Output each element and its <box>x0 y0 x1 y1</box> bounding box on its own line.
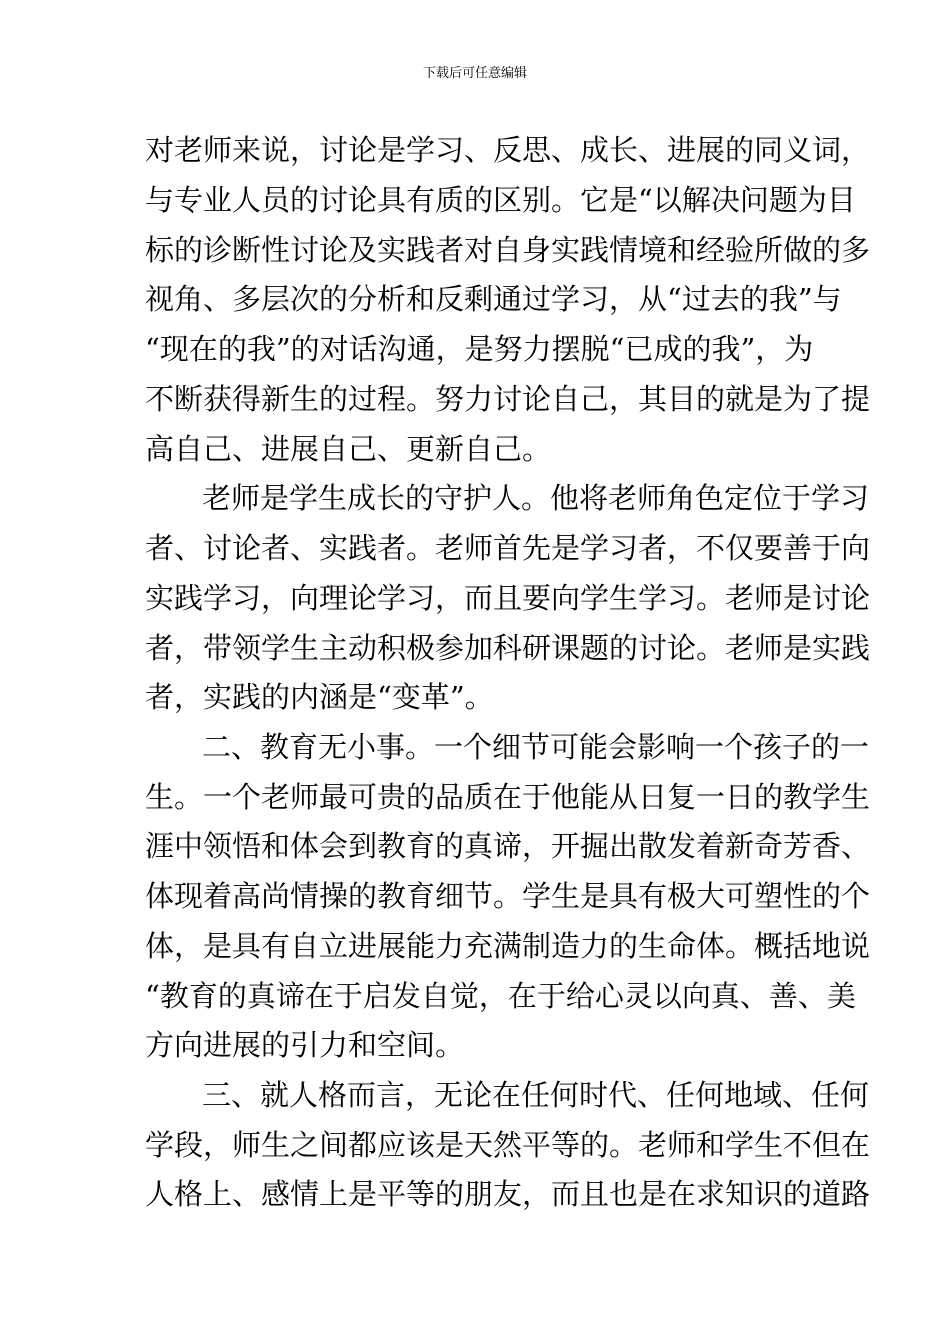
paragraph-3-line-1: 二、教育无小事。一个细节可能会影响一个孩子的一 <box>202 730 870 764</box>
paragraph-4-line-3: 人格上、感情上是平等的朋友，而且也是在求知识的道路 <box>145 1177 871 1211</box>
paragraph-1-line-4: 视角、多层次的分析和反剩通过学习，从“过去的我”与 <box>145 282 842 316</box>
paragraph-4-line-1: 三、就人格而言，无论在任何时代、任何地域、任何 <box>202 1078 870 1112</box>
paragraph-3-line-5: 体，是具有自立进展能力充满制造力的生命体。概括地说 <box>145 929 871 963</box>
paragraph-1-line-7: 高自己、进展自己、更新自己。 <box>145 432 552 466</box>
paragraph-1-line-3: 标的诊断性讨论及实践者对自身实践情境和经验所做的多 <box>145 233 871 267</box>
paragraph-2-line-2: 者、讨论者、实践者。老师首先是学习者，不仅要善于向 <box>145 531 871 565</box>
paragraph-2-line-5: 者，实践的内涵是“变革”。 <box>145 680 494 714</box>
paragraph-2-line-3: 实践学习，向理论学习，而且要向学生学习。老师是讨论 <box>145 581 871 615</box>
paragraph-3-line-3: 涯中领悟和体会到教育的真谛，开掘出散发着新奇芳香、 <box>145 829 871 863</box>
paragraph-1-line-6: 不断获得新生的过程。努力讨论自己，其目的就是为了提 <box>145 382 871 416</box>
paragraph-1-line-5: “现在的我”的对话沟通，是努力摆脱“已成的我”，为 <box>145 332 814 366</box>
paragraph-3-line-6: “教育的真谛在于启发自觉，在于给心灵以向真、善、美 <box>145 979 856 1013</box>
paragraph-1-line-1: 对老师来说，讨论是学习、反思、成长、进展的同义词， <box>145 133 871 167</box>
page-header: 下载后可任意编辑 <box>422 66 527 81</box>
paragraph-2-line-1: 老师是学生成长的守护人。他将老师角色定位于学习 <box>202 481 870 515</box>
paragraph-2-line-4: 者，带领学生主动积极参加科研课题的讨论。老师是实践 <box>145 631 871 665</box>
paragraph-3-line-4: 体现着高尚情操的教育细节。学生是具有极大可塑性的个 <box>145 879 871 913</box>
paragraph-4-line-2: 学段，师生之间都应该是天然平等的。老师和学生不但在 <box>145 1128 871 1162</box>
paragraph-1-line-2: 与专业人员的讨论具有质的区别。它是“以解决问题为目 <box>145 183 856 217</box>
paragraph-3-line-2: 生。一个老师最可贵的品质在于他能从日复一日的教学生 <box>145 780 871 814</box>
paragraph-3-line-7: 方向进展的引力和空间。 <box>145 1028 465 1062</box>
